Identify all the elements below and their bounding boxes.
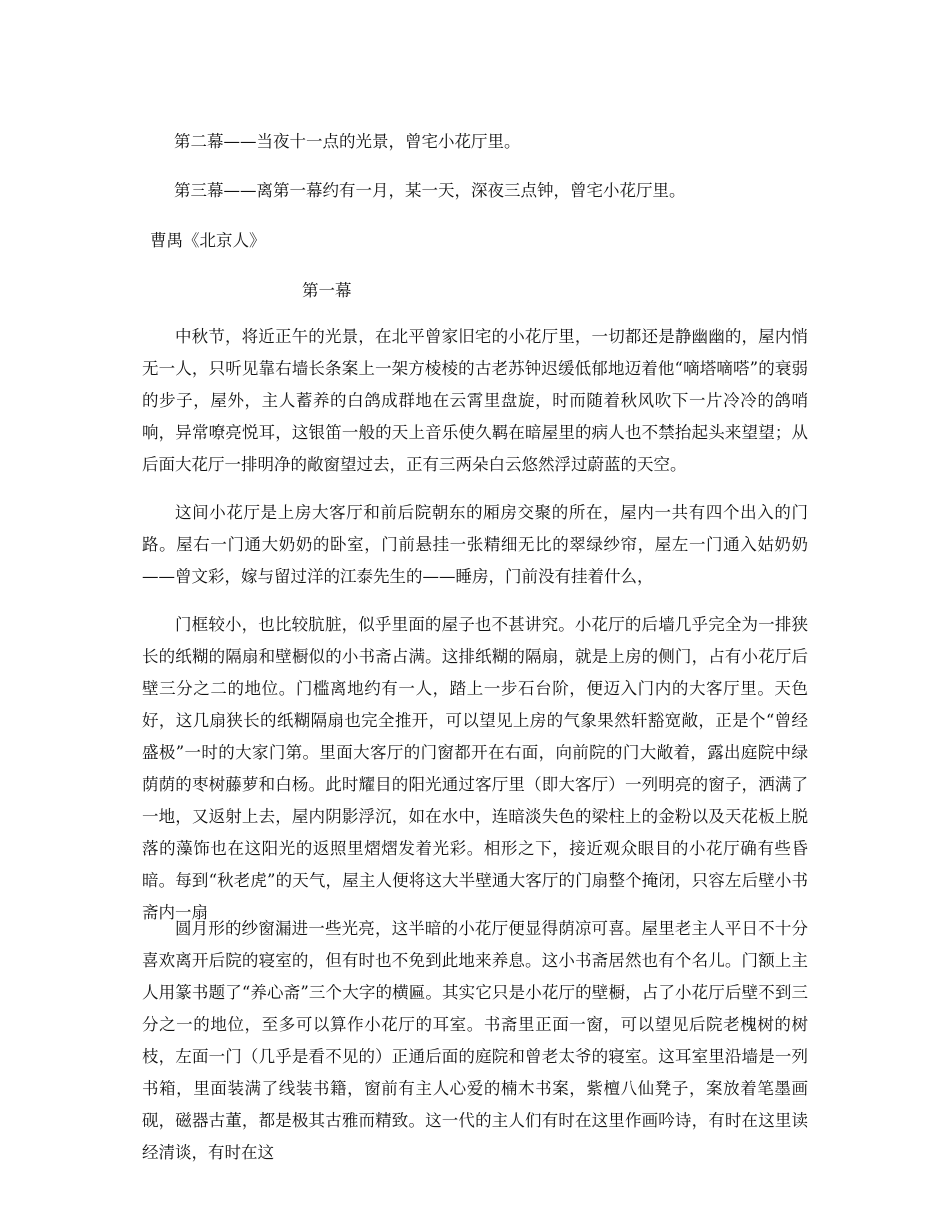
paragraph-2: 这间小花厅是上房大客厅和前后院朝东的厢房交聚的所在，屋内一共有四个出入的门路。屋右一门通大奶奶的卧室，门前悬挂一张精细无比的翠绿纱帘，屋左一门通入姑奶奶——曾文彩，嫁与留过洋的江泰先生的——睡房，门前没有挂着什么， bbox=[142, 503, 808, 586]
paragraph-3: 门框较小，也比较肮脏，似乎里面的屋子也不甚讲究。小花厅的后墙几乎完全为一排狭长的纸糊的隔扇和壁橱似的小书斋占满。这排纸糊的隔扇，就是上房的侧门，占有小花厅后壁三分之二的地位。门槛离地约有一人，踏上一步石台阶，便迈入门内的大客厅里。天色好，这几扇狭长的纸糊隔扇也完全推开，可以望见上房的气象果然轩豁宽敞，正是个“曾经盛极”一时的大家门第。里面大客厅的门窗都开在右面，向前院的门大敞着，露出庭院中绿荫荫的枣树藤萝和白杨。此时耀目的阳光通过客厅里（即大客厅）一列明亮的窗子，洒满了一地，又返射上去，屋内阴影浮沉，如在水中，连暗淡失色的梁柱上的金粉以及天花板上脱落的藻饰也在这阳光的返照里熠熠发着光彩。相形之下，接近观众眼目的小花厅确有些昏暗。每到“秋老虎”的天气，屋主人便将这大半壁通大客厅的门扇整个掩闭，只容左后壁小书斋内一扇 bbox=[142, 615, 808, 922]
paragraph-1: 中秋节，将近正午的光景，在北平曾家旧宅的小花厅里，一切都还是静幽幽的，屋内悄无一人，只听见靠右墙长条案上一架方棱棱的古老苏钟迟缓低郁地迈着他“嘀塔嘀嗒”的衰弱的步子，屋外，主人蓄养的白鸽成群地在云霄里盘旋，时而随着秋风吹下一片冷冷的鸽哨响，异常嘹亮悦耳，这银笛一般的天上音乐使久羁在暗屋里的病人也不禁抬起头来望望；从后面大花厅一排明净的敞窗望过去，正有三两朵白云悠然浮过蔚蓝的天空。 bbox=[142, 327, 808, 474]
act-heading: 第一幕 bbox=[302, 281, 352, 300]
source-attribution: 曹禺《北京人》 bbox=[150, 231, 266, 250]
act-three-line: 第三幕——离第一幕约有一月，某一天，深夜三点钟，曾宅小花厅里。 bbox=[174, 181, 686, 200]
act-two-line: 第二幕——当夜十一点的光景，曾宅小花厅里。 bbox=[174, 132, 521, 151]
paragraph-4: 圆月形的纱窗漏进一些光亮，这半暗的小花厅便显得荫凉可喜。屋里老主人平日不十分喜欢离开后院的寝室的，但有时也不免到此地来养息。这小书斋居然也有个名儿。门额上主人用篆书题了“养心斋”三个大字的横匾。其实它只是小花厅的壁橱，占了小花厅后壁不到三分之一的地位，至多可以算作小花厅的耳室。书斋里正面一窗，可以望见后院老槐树的树枝，左面一门（几乎是看不见的）正通后面的庭院和曾老太爷的寝室。这耳室里沿墙是一列书箱，里面装满了线装书籍，窗前有主人心爱的楠木书案，紫檀八仙凳子，案放着笔墨画砚，磁器古董，都是极其古雅而精致。这一代的主人们有时在这里作画吟诗，有时在这里读经清谈，有时在这 bbox=[142, 919, 808, 1162]
